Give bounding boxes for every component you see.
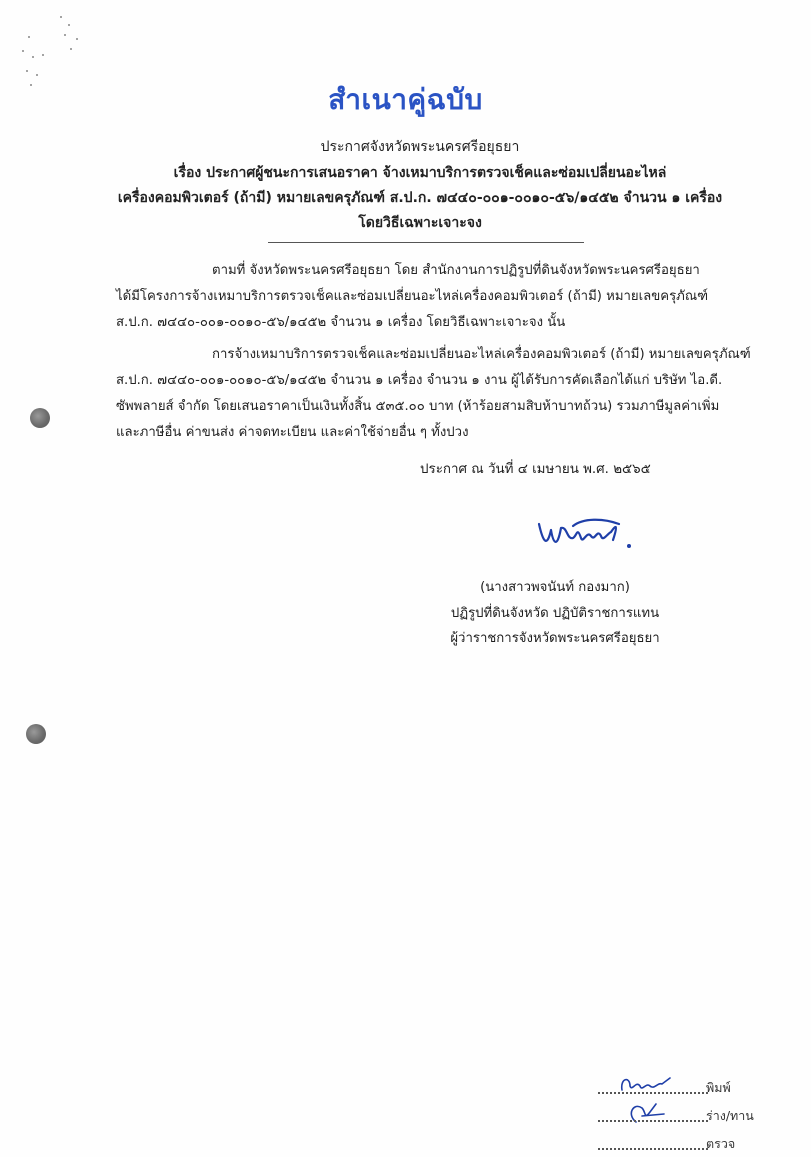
announcement-date: ประกาศ ณ วันที่ ๔ เมษายน พ.ศ. ๒๕๖๕: [420, 462, 651, 477]
handwritten-signature: [533, 512, 643, 562]
punch-hole-bottom: [26, 724, 46, 744]
paragraph-2-line-1: การจ้างเหมาบริการตรวจเช็คและซ่อมเปลี่ยนอะไหล่เครื่องคอมพิวเตอร์ (ถ้ามี) หมายเลขครุภัณฑ์: [212, 347, 751, 362]
routing-dots-2: [598, 1120, 708, 1122]
paragraph-1-line-1: ตามที่ จังหวัดพระนครศรีอยุธยา โดย สำนักงานการปฏิรูปที่ดินจังหวัดพระนครศรีอยุธยา: [212, 263, 700, 278]
routing-dots-1: [598, 1092, 708, 1094]
routing-box: [598, 1072, 798, 1156]
paragraph-2-line-2: ส.ป.ก. ๗๔๔๐-๐๐๑-๐๐๑๐-๕๖/๑๔๕๒ จำนวน ๑ เครื่อง จำนวน ๑ งาน ผู้ได้รับการคัดเลือกได้แก่ บริษัท ไอ.ดี.: [116, 373, 723, 388]
routing-check-line: [598, 1128, 798, 1156]
subject-line-3: โดยวิธีเฉพาะเจาะจง: [358, 215, 482, 231]
type-label: พิมพ์: [706, 1080, 731, 1095]
paragraph-1-line-3: ส.ป.ก. ๗๔๔๐-๐๐๑-๐๐๑๐-๕๖/๑๔๕๒ จำนวน ๑ เครื่อง โดยวิธีเฉพาะเจาะจง นั้น: [116, 315, 566, 330]
check-label: ตรวจ: [706, 1136, 736, 1151]
paragraph-2-line-3: ซัพพลายส์ จำกัด โดยเสนอราคาเป็นเงินทั้งสิ้น ๕๓๕.๐๐ บาท (ห้าร้อยสามสิบห้าบาทถ้วน) รวมภาษีมูลค่าเพิ่ม: [116, 399, 720, 414]
routing-type-line: [598, 1072, 798, 1100]
routing-draft-line: [598, 1100, 798, 1128]
draft-label: ร่าง/ทาน: [706, 1108, 754, 1123]
subject-line-2: เครื่องคอมพิวเตอร์ (ถ้ามี) หมายเลขครุภัณฑ์ ส.ป.ก. ๗๔๔๐-๐๐๑-๐๐๑๐-๕๖/๑๔๕๒ จำนวน ๑ เครื่อง: [117, 190, 723, 206]
paragraph-1-line-2: ได้มีโครงการจ้างเหมาบริการตรวจเช็คและซ่อมเปลี่ยนอะไหล่เครื่องคอมพิวเตอร์ (ถ้ามี) หมายเลขครุภัณฑ์: [116, 289, 709, 304]
routing-dots-3: [598, 1148, 708, 1150]
signer-position-1: ปฏิรูปที่ดินจังหวัด ปฏิบัติราชการแทน: [450, 606, 660, 621]
paragraph-2: [116, 342, 751, 446]
paragraph-1: [116, 258, 709, 336]
header-divider: [268, 242, 584, 243]
punch-hole-top: [30, 408, 50, 428]
subject-line-1: เรื่อง ประกาศผู้ชนะการเสนอราคา จ้างเหมาบริการตรวจเช็คและซ่อมเปลี่ยนอะไหล่: [173, 165, 667, 181]
copy-stamp: สำเนาคู่ฉบับ: [328, 83, 483, 116]
paragraph-2-line-4: และภาษีอื่น ค่าขนส่ง ค่าจดทะเบียน และค่าใช้จ่ายอื่น ๆ ทั้งปวง: [116, 425, 469, 440]
issuer-line: ประกาศจังหวัดพระนครศรีอยุธยา: [320, 139, 520, 155]
signer-position-2: ผู้ว่าราชการจังหวัดพระนครศรีอยุธยา: [450, 631, 660, 646]
signer-name: (นางสาวพจนันท์ กองมาก): [480, 580, 630, 595]
